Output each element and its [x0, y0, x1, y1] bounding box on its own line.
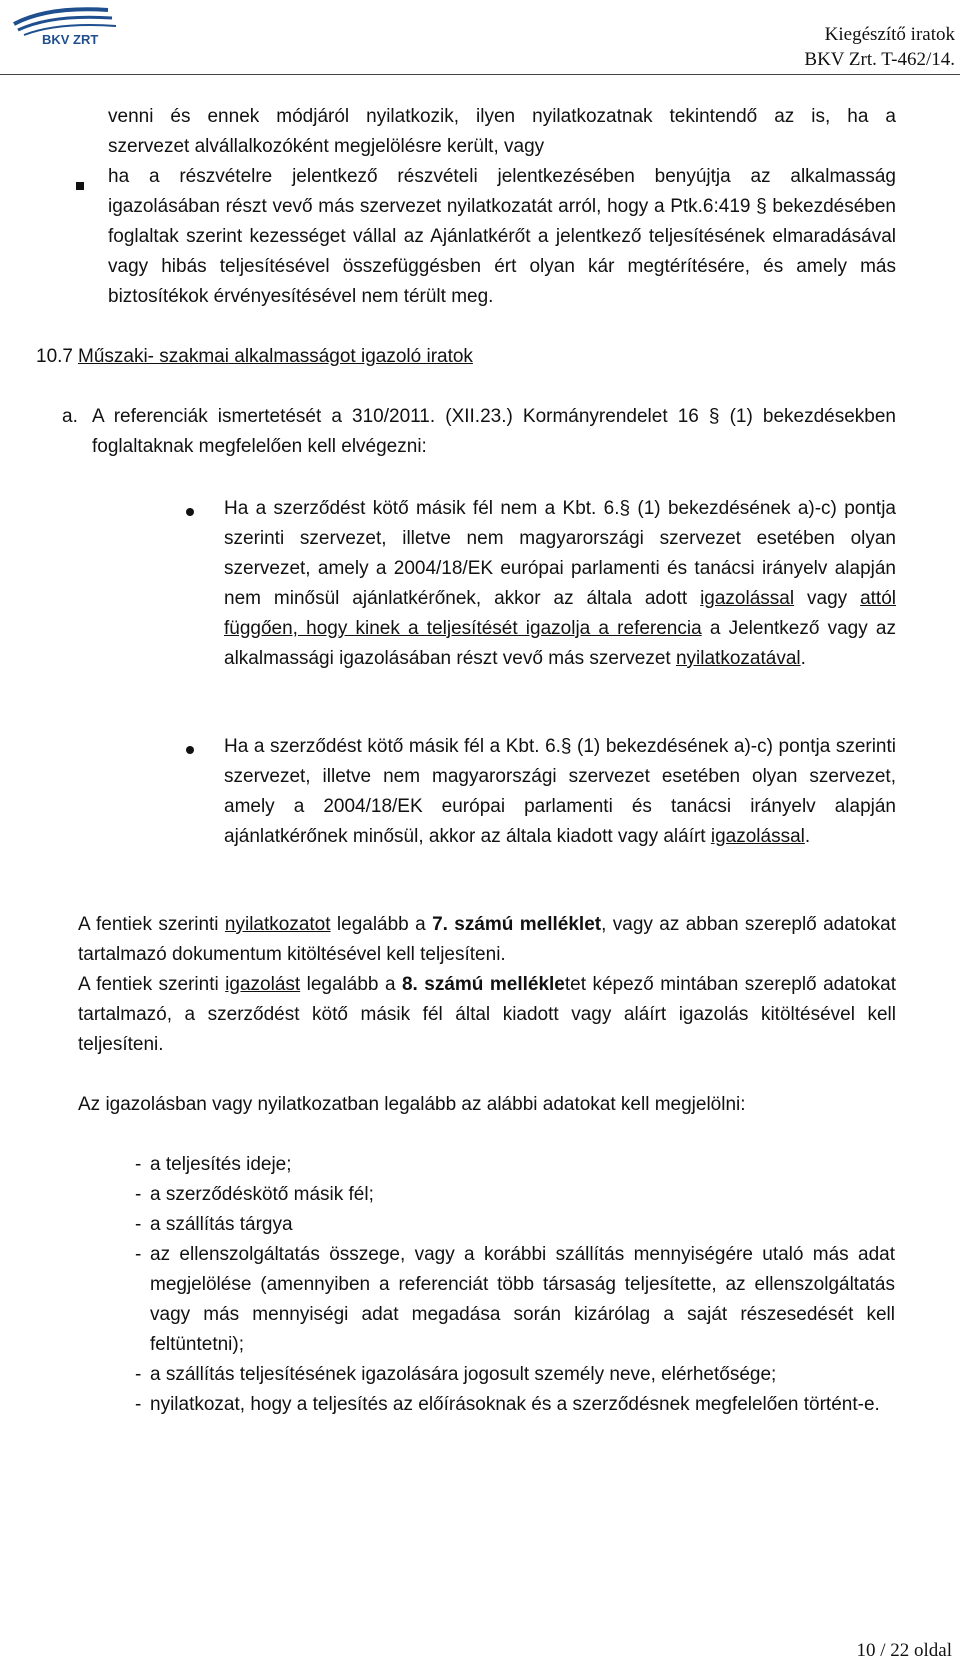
page-header — [0, 0, 960, 78]
header-doc-ref: BKV Zrt. T-462/14. — [804, 49, 955, 70]
section-number: 10.7 — [36, 346, 73, 367]
bullet-not-contracting-authority: Ha a szerződést kötő másik fél nem a Kbt. 6.§ (1) bekezdésének a)-c) pontja szerinti szervezet, illetve nem magyarországi szervezet esetében olyan szervezet, amely a 2004/18/EK európai parlamenti és tanácsi irányelv alapján nem minősül ajánlatkérőnek, akkor az általa adott igazolással vagy attól függően, hogy kinek a teljesítését igazolja a referencia a Jelentkező vagy az alkalmassági igazolásában részt vevő más szervezet nyilatkozatával. — [224, 498, 896, 669]
round-bullet-icon — [186, 746, 194, 754]
list-item — [135, 1390, 895, 1420]
list-item-text: a teljesítés ideje; — [150, 1154, 292, 1175]
list-dash: - — [135, 1244, 142, 1265]
list-dash: - — [135, 1184, 142, 1205]
page-number: 10 / 22 oldal — [856, 1640, 952, 1661]
list-dash: - — [135, 1364, 142, 1385]
bullet-contracting-authority: Ha a szerződést kötő másik fél a Kbt. 6.§ (1) bekezdésének a)-c) pontja szerinti szervezet, illetve nem magyarországi szervezet esetében olyan szervezet, amely a 2004/18/EK európai parlamenti és tanácsi irányelv alapján ajánlatkérőnek minősül, akkor az általa kiadott vagy aláírt igazolással. — [224, 736, 896, 847]
square-bullet-icon — [76, 182, 84, 190]
item-a-body: A referenciák ismertetését a 310/2011. (XII.23.) Kormányrendelet 16 § (1) bekezdésekben foglaltaknak megfelelően kell elvégezni: — [92, 406, 896, 457]
item-a-label: a. — [62, 406, 78, 427]
header-info — [804, 22, 955, 72]
header-doc-title: Kiegészítő iratok — [824, 24, 955, 45]
logo-text: BKV ZRT — [42, 32, 99, 46]
list-item — [135, 1360, 895, 1390]
continuation-line-1: venni és ennek módjáról nyilatkozik, ilyen nyilatkozatnak tekintendő az is, ha a — [108, 106, 896, 127]
list-item-text: a szállítás teljesítésének igazolására jogosult személy neve, elérhetősége; — [150, 1364, 777, 1385]
paragraph-declaration: A fentiek szerinti nyilatkozatot legalább a 7. számú melléklet, vagy az abban szereplő adatokat tartalmazó dokumentum kitöltésével kell teljesíteni. — [78, 914, 897, 965]
bkv-logo — [8, 4, 120, 46]
list-item — [135, 1240, 895, 1360]
header-divider — [0, 74, 960, 75]
list-dash: - — [135, 1154, 142, 1175]
continuation-line-2: szervezet alvállalkozóként megjelölésre került, vagy — [108, 136, 545, 157]
list-item — [135, 1150, 895, 1180]
list-item-text: az ellenszolgáltatás összege, vagy a korábbi szállítás mennyiségére utaló más adat megjelölése (amennyiben a referenciát több társaság teljesítette, az ellenszolgáltatás vagy más mennyiségi adat megadása során kizárólag a saját részesedését kell feltüntetni); — [150, 1244, 895, 1355]
list-item — [135, 1210, 895, 1240]
list-item-text: nyilatkozat, hogy a teljesítés az előírásoknak és a szerződésnek megfelelően történt-e. — [150, 1394, 880, 1415]
list-dash: - — [135, 1394, 142, 1415]
paragraph-required-data: Az igazolásban vagy nyilatkozatban legalább az alábbi adatokat kell megjelölni: — [78, 1094, 746, 1115]
section-title: Műszaki- szakmai alkalmasságot igazoló iratok — [78, 346, 473, 367]
paragraph-certificate: A fentiek szerinti igazolást legalább a 8. számú mellékletet képező mintában szereplő adatokat tartalmazó, a szerződést kötő másik fél által kiadott vagy aláírt igazolás kitöltésével kell teljesíteni. — [78, 974, 896, 1055]
item-a-text — [92, 402, 896, 462]
bullet-guarantee-text: ha a részvételre jelentkező részvételi jelentkezésében benyújtja az alkalmasság igazolásában részt vevő más szervezet nyilatkozatát arról, hogy a Ptk.6:419 § bekezdésében foglaltak szerint kezességet vállal az Ajánlatkérőt a jelentkező teljesítésének elmaradásával vagy hibás teljesítésével összefüggésben ért olyan kár megtérítésére, és amely más biztosítékok érvényesítésével nem térült meg. — [108, 166, 896, 307]
list-item — [135, 1180, 895, 1210]
round-bullet-icon — [186, 508, 194, 516]
list-item-text: a szerződéskötő másik fél; — [150, 1184, 374, 1205]
list-item-text: a szállítás tárgya — [150, 1214, 293, 1235]
list-dash: - — [135, 1214, 142, 1235]
